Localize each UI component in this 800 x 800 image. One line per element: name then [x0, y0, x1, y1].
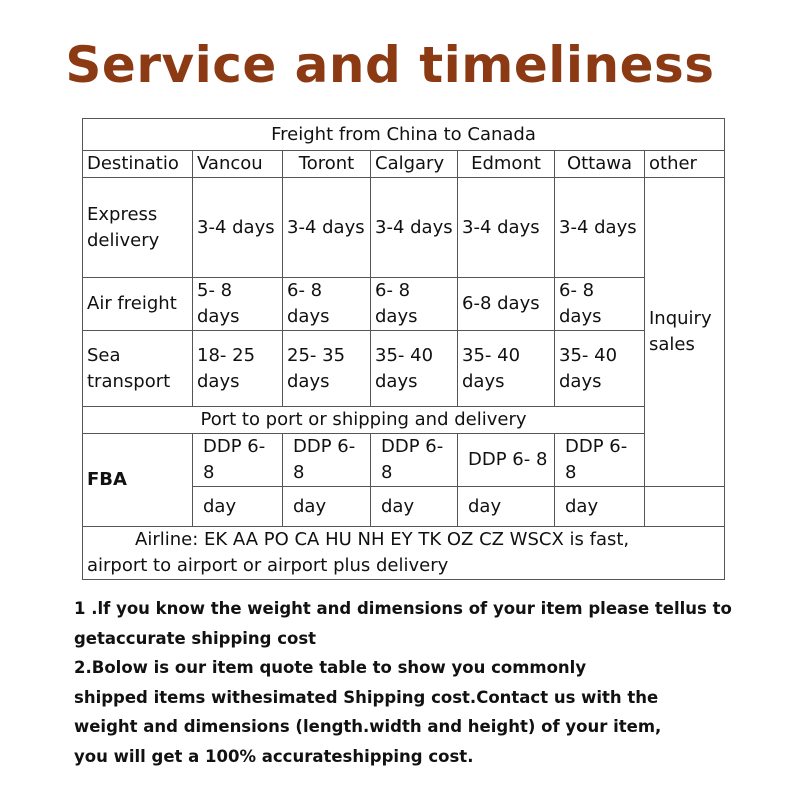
header-toronto: Toront	[283, 151, 371, 178]
express-toronto: 3-4 days	[283, 178, 371, 278]
row-label-sea: Sea transport	[83, 331, 193, 407]
note-line: shipped items withesimated Shipping cost.Contact us with the	[74, 687, 659, 707]
fba-vancouver-bottom: day	[193, 487, 283, 527]
table-row	[83, 278, 725, 331]
note-line: getaccurate shipping cost	[74, 628, 317, 648]
fba-edmonton-top: DDP 6- 8	[458, 434, 555, 487]
freight-table	[82, 118, 725, 580]
express-edmonton: 3-4 days	[458, 178, 555, 278]
notes-block	[74, 594, 774, 771]
air-edmonton: 6-8 days	[458, 278, 555, 331]
express-ottawa: 3-4 days	[555, 178, 645, 278]
air-toronto: 6- 8 days	[283, 278, 371, 331]
air-ottawa: 6- 8 days	[555, 278, 645, 331]
row-label-air: Air freight	[83, 278, 193, 331]
header-edmonton: Edmont	[458, 151, 555, 178]
table-row	[83, 434, 725, 487]
header-destination: Destinatio	[83, 151, 193, 178]
fba-calgary-bottom: day	[371, 487, 458, 527]
table-row	[83, 178, 725, 278]
page-title: Service and timeliness	[65, 36, 715, 94]
air-vancouver: 5- 8 days	[193, 278, 283, 331]
header-vancouver: Vancou	[193, 151, 283, 178]
fba-toronto-top: DDP 6- 8	[283, 434, 371, 487]
fba-ottawa-top: DDP 6- 8	[555, 434, 645, 487]
header-other: other	[645, 151, 725, 178]
sea-edmonton: 35- 40 days	[458, 331, 555, 407]
table-row	[83, 331, 725, 407]
header-ottawa: Ottawa	[555, 151, 645, 178]
express-calgary: 3-4 days	[371, 178, 458, 278]
air-calgary: 6- 8 days	[371, 278, 458, 331]
sea-vancouver: 18- 25 days	[193, 331, 283, 407]
note-line: 1 .lf you know the weight and dimensions of your item please tellus to	[74, 599, 732, 618]
airline-line-1: Airline: EK AA PO CA HU NH EY TK OZ CZ WSCX is fast,	[135, 529, 630, 550]
express-vancouver: 3-4 days	[193, 178, 283, 278]
fba-ottawa-bottom: day	[555, 487, 645, 527]
other-inquiry-sales: Inquiry sales	[645, 178, 725, 487]
sea-ottawa: 35- 40 days	[555, 331, 645, 407]
fba-toronto-bottom: day	[283, 487, 371, 527]
note-line: you will get a 100% accurateshipping cost.	[74, 746, 474, 766]
fba-edmonton-bottom: day	[458, 487, 555, 527]
sea-toronto: 25- 35 days	[283, 331, 371, 407]
sea-calgary: 35- 40 days	[371, 331, 458, 407]
fba-vancouver-top: DDP 6- 8	[193, 434, 283, 487]
port-to-port-row: Port to port or shipping and delivery	[83, 407, 645, 434]
fba-label: FBA	[83, 434, 193, 527]
note-line: 2.Bolow is our item quote table to show you commonly	[74, 658, 587, 677]
airline-row	[83, 527, 725, 580]
table-caption: Freight from China to Canada	[83, 119, 725, 151]
row-label-express: Express delivery	[83, 178, 193, 278]
header-calgary: Calgary	[371, 151, 458, 178]
airline-line-2: airport to airport or airport plus delivery	[87, 555, 449, 576]
note-line: weight and dimensions (length.width and height) of your item,	[74, 717, 662, 736]
fba-calgary-top: DDP 6- 8	[371, 434, 458, 487]
